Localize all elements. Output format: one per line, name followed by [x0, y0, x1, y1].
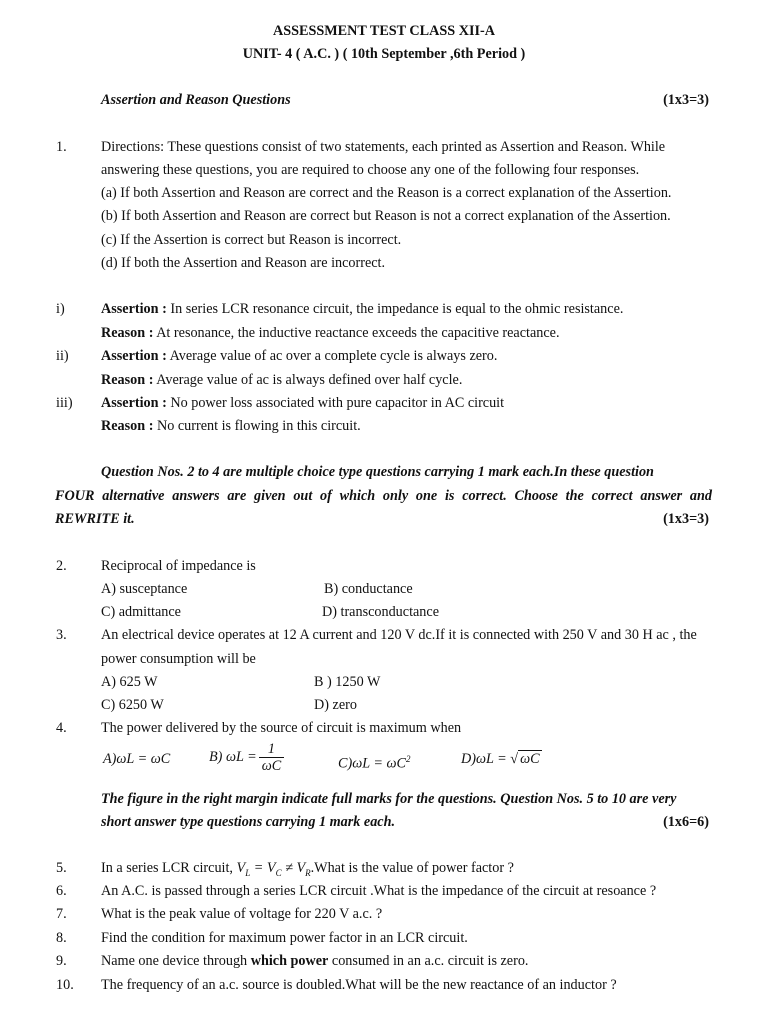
response-option-c: (c) If the Assertion is correct but Reason is incorrect.	[101, 232, 402, 248]
question-number: 8.	[56, 930, 67, 946]
assertion-label: Assertion :	[101, 395, 167, 411]
option-d: D)ωL = √ ωC	[461, 751, 540, 767]
directions-line: Directions: These questions consist of two statements, each printed as Assertion and Reason. While	[101, 139, 666, 155]
reason-statement: Reason : At resonance, the inductive reactance exceeds the capacitive reactance.	[101, 325, 560, 341]
option-a: A) susceptance	[101, 581, 188, 597]
section-instructions: FOUR alternative answers are given out of which only one is correct. Choose the correct answer and	[55, 488, 712, 504]
question-number: 5.	[56, 860, 67, 876]
question-text: An A.C. is passed through a series LCR circuit .What is the impedance of the circuit at resoance ?	[101, 883, 657, 899]
question-text: The power delivered by the source of circuit is maximum when	[101, 720, 462, 736]
ar-item-number: i)	[56, 301, 65, 317]
question-text: What is the peak value of voltage for 220 V a.c. ?	[101, 906, 383, 922]
question-text: Find the condition for maximum power factor in an LCR circuit.	[101, 930, 468, 946]
reason-label: Reason :	[101, 372, 154, 388]
question-number: 6.	[56, 883, 67, 899]
page-title: ASSESSMENT TEST CLASS XII-A	[273, 23, 495, 39]
option-a: A) 625 W	[101, 674, 158, 690]
assertion-statement: Assertion : No power loss associated with pure capacitor in AC circuit	[101, 395, 505, 411]
option-b: B) ωL = $\frac{1}{\omega C}$	[209, 741, 286, 774]
reason-statement: Reason : No current is flowing in this circuit.	[101, 418, 361, 434]
question-text: Reciprocal of impedance is	[101, 558, 256, 574]
option-d: D) zero	[314, 697, 357, 713]
ar-item-number: iii)	[56, 395, 73, 411]
assertion-statement: Assertion : Average value of ac over a complete cycle is always zero.	[101, 348, 498, 364]
question-number: 2.	[56, 558, 67, 574]
ar-item-number: ii)	[56, 348, 69, 364]
section-marks: (1x3=3)	[663, 92, 709, 108]
question-number: 1.	[56, 139, 67, 155]
option-c: $C)\omega L = \omega C^2$	[338, 754, 411, 772]
question-text: Name one device through which power consumed in an a.c. circuit is zero.	[101, 953, 529, 969]
reason-statement: Reason : Average value of ac is always defined over half cycle.	[101, 372, 463, 388]
question-number: 9.	[56, 953, 67, 969]
section-instructions: Question Nos. 2 to 4 are multiple choice type questions carrying 1 mark each.In these question	[101, 464, 654, 480]
question-text: power consumption will be	[101, 651, 256, 667]
option-d: D) transconductance	[322, 604, 439, 620]
question-number: 7.	[56, 906, 67, 922]
question-number: 4.	[56, 720, 67, 736]
option-c: C) 6250 W	[101, 697, 164, 713]
section-instructions: The figure in the right margin indicate full marks for the questions. Question Nos. 5 to 10 are very	[101, 791, 677, 807]
directions-line: answering these questions, you are required to choose any one of the following four responses.	[101, 162, 640, 178]
voltage-equation: $V_L = V_C \ne V_R$	[236, 860, 311, 878]
question-text: An electrical device operates at 12 A current and 120 V dc.If it is connected with 250 V and 30 H ac , the	[101, 627, 697, 643]
response-option-b: (b) If both Assertion and Reason are correct but Reason is not a correct explanation of the Assertion.	[101, 208, 671, 224]
response-option-a: (a) If both Assertion and Reason are correct and the Reason is a correct explanation of the Assertion.	[101, 185, 672, 201]
assertion-statement: Assertion : In series LCR resonance circuit, the impedance is equal to the ohmic resistance.	[101, 301, 624, 317]
option-c: C) admittance	[101, 604, 181, 620]
page-subtitle: UNIT- 4 ( A.C. ) ( 10th September ,6th Period )	[242, 46, 526, 62]
response-option-d: (d) If both the Assertion and Reason are incorrect.	[101, 255, 386, 271]
reason-label: Reason :	[101, 325, 154, 341]
question-number: 3.	[56, 627, 67, 643]
question-text: In a series LCR circuit, $V_L = V_C$ ≠ $V_R.What$ is the value of power factor ?	[101, 860, 514, 878]
section-marks: (1x3=3)	[663, 511, 709, 527]
option-a: A)ωL = ωC	[103, 751, 171, 767]
section-marks: (1x6=6)	[663, 814, 709, 830]
question-number: 10.	[56, 977, 74, 993]
reason-label: Reason :	[101, 418, 154, 434]
section-heading-assertion-reason: Assertion and Reason Questions	[101, 92, 291, 108]
question-text: The frequency of an a.c. source is doubled.What will be the new reactance of an inductor ?	[101, 977, 617, 993]
option-b: B) conductance	[324, 581, 413, 597]
option-b: B ) 1250 W	[314, 674, 381, 690]
assertion-label: Assertion :	[101, 301, 167, 317]
section-instructions: short answer type questions carrying 1 mark each.	[101, 814, 396, 830]
assertion-label: Assertion :	[101, 348, 167, 364]
section-instructions: REWRITE it.	[55, 511, 135, 527]
